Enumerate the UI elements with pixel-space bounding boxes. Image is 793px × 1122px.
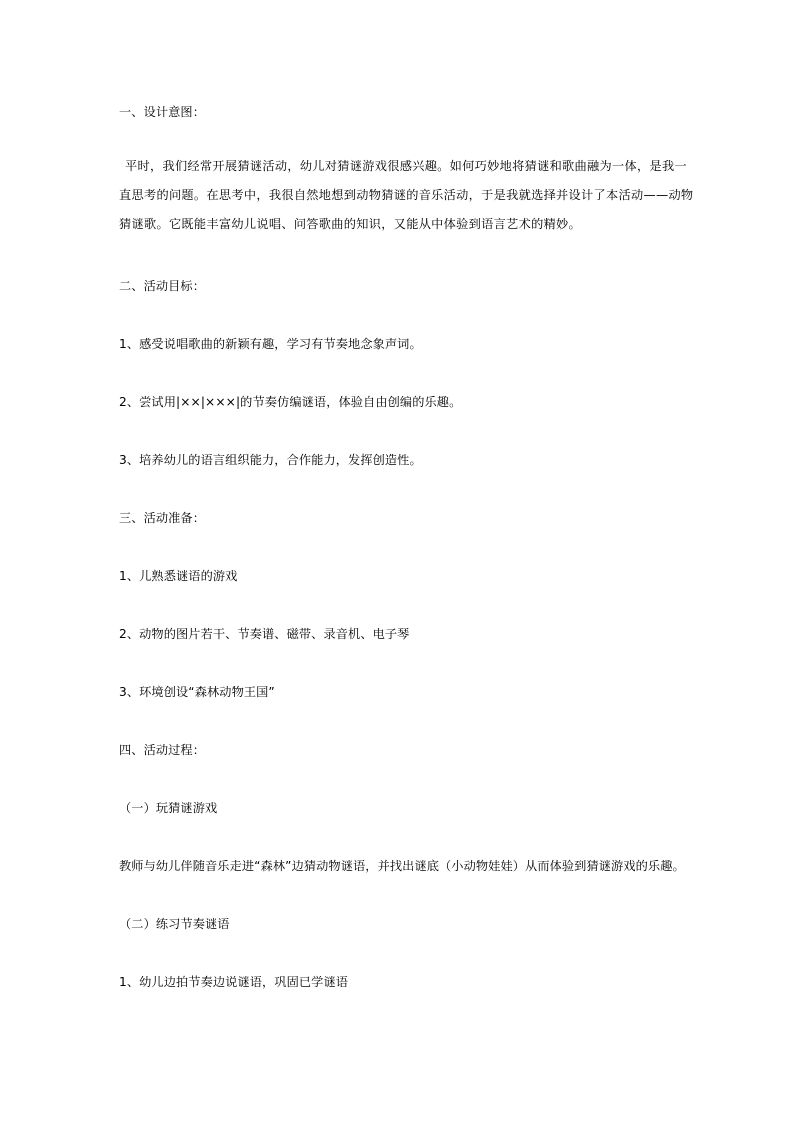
section-heading-design-intent: 一、设计意图：	[119, 105, 206, 119]
goal-item: 3、培养幼儿的语言组织能力，合作能力，发挥创造性。	[119, 453, 422, 467]
section-heading-activity-process: 四、活动过程：	[119, 743, 206, 757]
paragraph-line: 平时，我们经常开展猜谜活动，幼儿对猜谜游戏很感兴趣。如何巧妙地将猜谜和歌曲融为一体，是我一	[125, 159, 687, 173]
preparation-item: 3、环境创设“森林动物王国”	[119, 685, 275, 699]
paragraph-line: 直思考的问题。在思考中，我很自然地想到动物猜谜的音乐活动，于是我就选择并设计了本活动——动物	[119, 188, 694, 202]
section-heading-activity-goals: 二、活动目标：	[119, 279, 206, 293]
preparation-item: 2、动物的图片若干、节奏谱、磁带、录音机、电子琴	[119, 627, 410, 641]
goal-item: 2、尝试用|××|×××|的节奏仿编谜语，体验自由创编的乐趣。	[119, 395, 462, 409]
section-heading-activity-preparation: 三、活动准备：	[119, 511, 206, 525]
preparation-item: 1、儿熟悉谜语的游戏	[119, 569, 238, 583]
process-step-heading: （二）练习节奏谜语	[119, 917, 230, 931]
process-step-heading: （一）玩猜谜游戏	[119, 801, 218, 815]
goal-item: 1、感受说唱歌曲的新颖有趣，学习有节奏地念象声词。	[119, 337, 422, 351]
paragraph-line: 猜谜歌。它既能丰富幼儿说唱、问答歌曲的知识，又能从中体验到语言艺术的精妙。	[119, 217, 582, 231]
design-intent-paragraph	[119, 152, 694, 239]
process-step-item: 1、幼儿边拍节奏边说谜语，巩固已学谜语	[119, 975, 349, 989]
process-step-text: 教师与幼儿伴随音乐走进“森林”边猜动物谜语，并找出谜底（小动物娃娃）从而体验到猜谜游戏的乐趣。	[119, 859, 685, 873]
